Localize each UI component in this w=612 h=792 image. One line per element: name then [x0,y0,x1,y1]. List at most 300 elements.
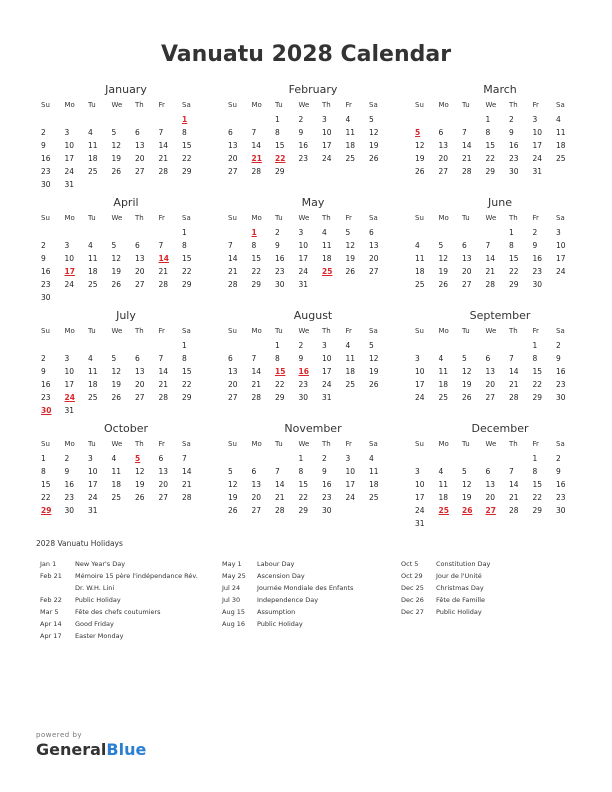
holiday-day: 14 [158,254,169,263]
day-cell: 28 [462,167,472,176]
day-cell: 11 [345,354,356,363]
powered-by-text: powered by [36,731,83,739]
day-cell: 18 [415,267,425,276]
empty-cell [130,226,154,239]
day-cell: 18 [369,480,379,489]
day-cell: 5 [369,341,374,350]
day-cell: 29 [485,167,496,176]
day-cell: 22 [275,380,285,389]
day-cell: 7 [228,241,233,250]
holiday-day: 5 [415,128,421,137]
day-cell: 27 [228,393,238,402]
holiday-name: Independence Day [257,596,319,604]
empty-cell [60,226,84,239]
day-cell: 3 [322,115,327,124]
day-cell: 30 [41,293,51,302]
day-cell: 9 [298,354,304,363]
day-cell: 18 [438,493,449,502]
holiday-name: Assumption [257,608,296,616]
holiday-row [222,582,402,594]
day-cell: 8 [485,128,491,137]
day-cell: 27 [135,393,145,402]
holiday-day: 1 [182,115,188,124]
day-cell: 10 [64,141,75,150]
day-cell: 15 [182,141,192,150]
day-cell: 12 [345,241,356,250]
weekday-label: We [485,101,497,109]
day-cell: 12 [111,367,122,376]
weekday-label: Th [135,101,144,109]
weekday-label: Mo [251,214,262,222]
holiday-name: Constitution Day [436,560,491,568]
holiday-date: Dec 26 [401,596,424,604]
weekday-label: Fr [158,214,165,222]
day-cell: 17 [345,480,356,489]
day-cell: 2 [532,228,538,237]
day-grid [410,97,576,178]
day-cell: 3 [532,115,538,124]
day-cell: 12 [228,480,238,489]
empty-cell [60,113,84,126]
day-cell: 18 [322,254,332,263]
day-cell: 17 [415,493,425,502]
holiday-row [40,606,220,618]
day-cell: 26 [369,154,379,163]
holiday-date: Dec 25 [401,584,424,592]
holiday-row [222,570,402,582]
holiday-date: Mar 5 [40,608,59,616]
brand-logo[interactable] [36,740,146,759]
day-cell: 17 [298,254,309,263]
day-cell: 18 [88,380,98,389]
day-cell: 29 [182,393,192,402]
day-cell: 31 [64,406,75,415]
weekday-label: Tu [88,440,96,448]
day-cell: 21 [182,480,192,489]
day-cell: 23 [298,380,309,389]
day-cell: 24 [322,154,332,163]
day-cell: 12 [135,467,145,476]
weekday-label: Mo [64,440,75,448]
weekday-label: Mo [251,327,262,335]
day-cell: 14 [228,254,238,263]
day-cell: 23 [64,493,75,502]
day-cell: 2 [298,341,304,350]
empty-cell [434,339,458,352]
day-cell: 16 [41,267,51,276]
day-cell: 30 [298,393,309,402]
day-cell: 13 [228,367,238,376]
day-cell: 14 [509,367,519,376]
day-cell: 29 [275,393,285,402]
day-cell: 23 [532,267,543,276]
weekday-label: We [111,101,123,109]
day-cell: 26 [438,280,449,289]
day-cell: 2 [41,128,46,137]
empty-cell [130,339,154,352]
day-cell: 20 [251,493,262,502]
day-cell: 16 [275,254,285,263]
day-cell: 29 [182,280,192,289]
day-cell: 19 [462,493,472,502]
holiday-day: 30 [41,406,52,415]
weekday-label: We [298,327,310,335]
day-cell: 9 [322,467,327,476]
day-cell: 16 [532,254,543,263]
day-cell: 4 [438,467,444,476]
months-grid [36,82,576,530]
weekday-label: Su [415,214,424,222]
month-name: February [288,83,338,96]
day-cell: 11 [369,467,379,476]
empty-cell [223,452,247,465]
day-cell: 10 [88,467,98,476]
empty-cell [36,339,60,352]
day-cell: 11 [322,241,332,250]
weekday-label: Su [228,440,237,448]
day-cell: 18 [345,141,356,150]
holiday-date: Apr 14 [40,620,62,628]
day-cell: 5 [111,354,117,363]
brand-part-blue: Blue [106,740,147,759]
day-cell: 1 [41,454,46,463]
day-grid [36,436,202,517]
day-cell: 6 [158,454,164,463]
day-cell: 24 [556,267,566,276]
day-cell: 17 [322,367,332,376]
day-cell: 26 [345,267,356,276]
day-cell: 22 [532,380,543,389]
weekday-label: Mo [64,101,75,109]
day-cell: 24 [532,154,543,163]
weekday-label: Su [41,440,50,448]
day-cell: 5 [462,467,467,476]
day-cell: 16 [41,154,51,163]
day-cell: 25 [415,280,425,289]
day-cell: 28 [485,280,496,289]
holiday-name: Christmas Day [436,584,484,592]
month-name: June [488,196,512,209]
day-cell: 9 [41,254,46,263]
holiday-date: Jul 24 [222,584,241,592]
empty-cell [504,339,528,352]
day-cell: 13 [485,480,496,489]
day-cell: 6 [485,354,491,363]
day-cell: 23 [509,154,519,163]
empty-cell [504,452,528,465]
day-cell: 7 [182,454,187,463]
day-cell: 17 [64,380,75,389]
day-cell: 30 [556,506,566,515]
day-cell: 25 [88,280,98,289]
day-cell: 4 [438,354,444,363]
day-cell: 24 [88,493,98,502]
weekday-label: We [485,440,497,448]
day-cell: 15 [532,480,543,489]
day-cell: 10 [322,128,332,137]
empty-cell [247,452,271,465]
day-cell: 12 [462,367,472,376]
day-cell: 3 [88,454,93,463]
day-cell: 4 [369,454,374,463]
day-cell: 6 [462,241,467,250]
day-cell: 23 [298,154,309,163]
holiday-day: 5 [135,454,141,463]
day-cell: 18 [556,141,566,150]
day-cell: 22 [182,267,192,276]
day-cell: 11 [88,141,98,150]
weekday-label: Tu [462,214,470,222]
day-cell: 2 [41,354,46,363]
day-cell: 8 [182,354,187,363]
day-cell: 14 [182,467,192,476]
day-cell: 30 [275,280,285,289]
day-cell: 13 [369,241,379,250]
day-cell: 10 [322,354,332,363]
day-cell: 20 [135,380,145,389]
day-cell: 15 [532,367,543,376]
holiday-day: 17 [64,267,75,276]
day-cell: 12 [369,128,379,137]
weekday-label: Fr [345,214,352,222]
day-cell: 31 [298,280,309,289]
day-cell: 29 [251,280,262,289]
day-cell: 30 [532,280,543,289]
weekday-label: We [298,214,310,222]
day-cell: 1 [275,115,280,124]
day-cell: 4 [415,241,420,250]
day-cell: 8 [298,467,304,476]
empty-cell [223,226,247,239]
day-cell: 13 [462,254,472,263]
weekday-label: Su [415,440,424,448]
weekday-label: Sa [369,101,378,109]
weekday-label: Sa [369,327,378,335]
holiday-row [401,582,581,594]
day-cell: 12 [111,254,122,263]
holiday-row [401,570,581,582]
month-april [36,195,202,304]
empty-cell [481,226,505,239]
day-cell: 15 [41,480,51,489]
holiday-column [222,558,402,630]
day-cell: 20 [228,380,238,389]
day-cell: 19 [111,154,122,163]
day-cell: 14 [462,141,472,150]
day-cell: 26 [369,380,379,389]
day-cell: 20 [135,154,145,163]
day-cell: 7 [509,467,514,476]
day-cell: 6 [228,128,233,137]
day-cell: 14 [275,480,285,489]
weekday-label: Tu [88,214,96,222]
day-cell: 1 [532,454,538,463]
day-cell: 26 [415,167,425,176]
holiday-day: 1 [251,228,257,237]
holiday-day: 25 [322,267,333,276]
day-cell: 1 [275,341,280,350]
day-cell: 20 [369,254,379,263]
day-cell: 12 [415,141,425,150]
month-july [36,308,202,417]
weekday-label: Sa [556,214,565,222]
day-cell: 10 [345,467,356,476]
month-name: July [116,309,136,322]
month-june [410,195,576,304]
day-cell: 6 [135,241,140,250]
weekday-label: Tu [88,101,96,109]
holiday-day: 22 [275,154,286,163]
empty-cell [434,452,458,465]
month-name: December [471,422,529,435]
day-cell: 16 [64,480,75,489]
empty-cell [434,226,458,239]
day-cell: 20 [485,380,496,389]
month-name: January [105,83,147,96]
day-cell: 3 [556,228,561,237]
day-cell: 3 [64,241,70,250]
day-cell: 22 [182,154,192,163]
day-cell: 3 [322,341,327,350]
day-cell: 4 [88,128,93,137]
day-cell: 26 [135,493,145,502]
holiday-row [40,630,220,642]
day-cell: 16 [556,480,566,489]
holiday-row [40,582,220,594]
day-cell: 22 [509,267,519,276]
day-cell: 10 [415,480,425,489]
day-cell: 26 [111,167,122,176]
holiday-row [222,558,402,570]
day-cell: 9 [275,241,280,250]
day-cell: 21 [509,380,519,389]
day-cell: 23 [322,493,332,502]
day-cell: 8 [182,128,187,137]
weekday-label: Mo [64,214,75,222]
day-cell: 8 [251,241,257,250]
weekday-label: Th [322,214,331,222]
day-cell: 4 [88,354,93,363]
empty-cell [60,339,84,352]
day-cell: 8 [532,354,538,363]
holiday-day: 16 [298,367,309,376]
holiday-row [222,606,402,618]
holiday-day: 27 [485,506,496,515]
day-cell: 21 [158,267,169,276]
day-cell: 25 [88,393,98,402]
holiday-date: Oct 29 [401,572,423,580]
weekday-label: Tu [462,327,470,335]
weekday-label: Fr [158,327,165,335]
day-cell: 19 [228,493,238,502]
day-cell: 19 [415,154,425,163]
day-cell: 21 [251,380,262,389]
day-cell: 17 [415,380,425,389]
day-cell: 22 [485,154,496,163]
day-cell: 2 [64,454,70,463]
holiday-date: May 25 [222,572,246,580]
day-grid [36,323,202,417]
day-cell: 31 [88,506,98,515]
day-cell: 13 [485,367,496,376]
day-cell: 19 [462,380,472,389]
holiday-name: Dr. W.H. Lini [75,584,115,592]
weekday-label: Sa [182,327,191,335]
weekday-label: Th [509,214,518,222]
holiday-day: 26 [462,506,473,515]
day-cell: 13 [438,141,449,150]
day-cell: 16 [509,141,519,150]
weekday-label: Fr [158,101,165,109]
weekday-label: Th [322,101,331,109]
day-cell: 24 [298,267,309,276]
weekday-label: Fr [532,101,539,109]
weekday-label: Mo [251,101,262,109]
holiday-name: Fête des chefs coutumiers [75,608,161,616]
day-cell: 20 [462,267,472,276]
day-cell: 28 [182,493,192,502]
weekday-label: We [298,440,310,448]
empty-cell [130,113,154,126]
day-cell: 25 [345,380,356,389]
holiday-name: Public Holiday [436,608,482,616]
day-cell: 13 [251,480,262,489]
holiday-date: Apr 17 [40,632,62,640]
weekday-label: Tu [88,327,96,335]
day-cell: 19 [438,267,449,276]
empty-cell [154,339,178,352]
empty-cell [410,226,434,239]
day-cell: 14 [485,254,496,263]
holiday-name: Mémoire 15 père l'indépendance Rév. [75,572,198,580]
day-cell: 7 [251,354,257,363]
day-cell: 7 [462,128,467,137]
day-cell: 22 [251,267,262,276]
holiday-name: Good Friday [75,620,114,628]
day-cell: 14 [158,367,169,376]
weekday-label: Su [228,327,237,335]
day-cell: 4 [556,115,561,124]
day-cell: 4 [111,454,117,463]
holiday-date: Oct 5 [401,560,419,568]
weekday-label: Fr [532,327,539,335]
holiday-date: Jan 1 [40,560,57,568]
day-cell: 18 [88,267,98,276]
day-cell: 16 [322,480,332,489]
day-cell: 9 [532,241,538,250]
holiday-date: May 1 [222,560,242,568]
weekday-label: Sa [556,327,565,335]
day-grid [223,323,389,404]
day-cell: 11 [88,367,98,376]
day-cell: 3 [64,354,70,363]
day-cell: 12 [369,354,379,363]
holiday-date: Feb 21 [40,572,62,580]
empty-cell [457,339,481,352]
weekday-label: Sa [556,440,565,448]
day-cell: 6 [135,128,140,137]
day-cell: 4 [322,228,327,237]
holiday-name: Public Holiday [257,620,303,628]
day-cell: 25 [369,493,379,502]
holiday-name: Jour de l'Unité [436,572,482,580]
empty-cell [83,113,107,126]
day-cell: 7 [509,354,514,363]
day-cell: 26 [228,506,238,515]
day-cell: 24 [322,380,332,389]
day-cell: 28 [158,280,169,289]
brand-part-general: General [36,740,107,759]
